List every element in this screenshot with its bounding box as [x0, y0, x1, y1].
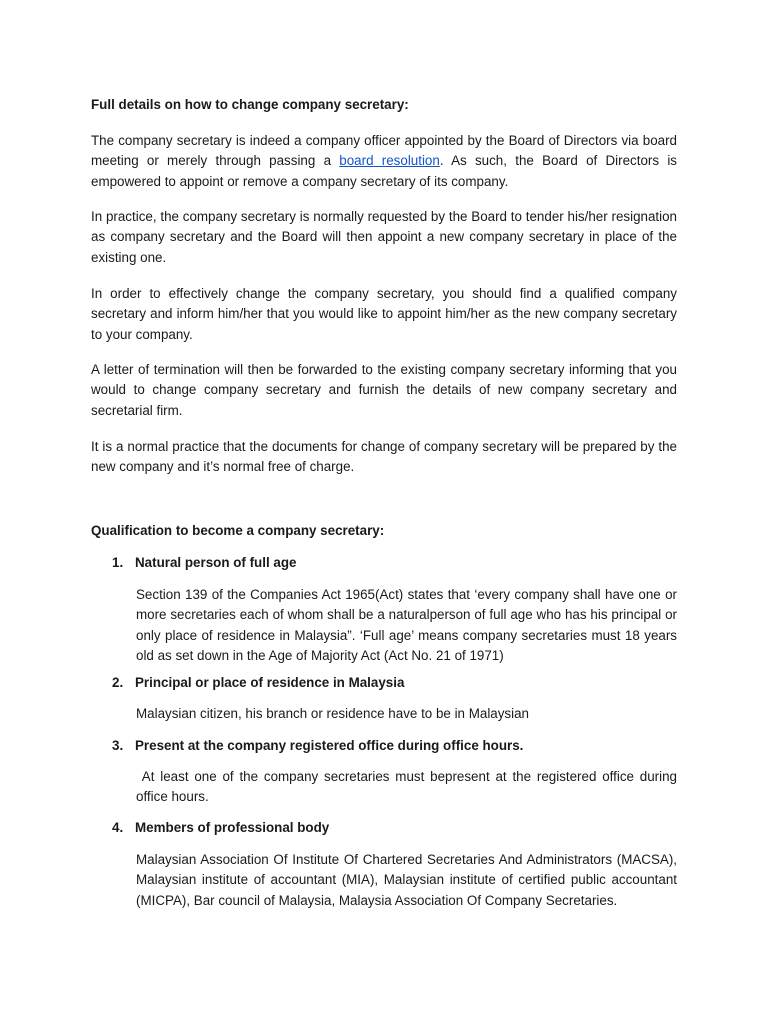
paragraph-change-process: In order to effectively change the company secretary, you should find a qualified company secretary and inform him/her that you would like to appoint him/her as the new company secretary to your company. [91, 286, 677, 342]
list-item-body: Malaysian citizen, his branch or residence have to be in Malaysian [136, 706, 529, 721]
paragraph-intro [91, 131, 677, 192]
paragraph-normal-practice: It is a normal practice that the documents for change of company secretary will be prepared by the new company and it’s normal free of charge. [91, 439, 677, 475]
list-item-number: 4. [112, 820, 124, 835]
list-item-number: 3. [112, 738, 124, 753]
list-item-title [112, 818, 682, 838]
list-item-number: 1. [112, 555, 124, 570]
paragraph-intro-text-end: . As such, the Board of Directors is empowered to appoint or remove a company secretary of its company. [91, 153, 677, 189]
list-item-title [112, 736, 682, 756]
list-item-title [112, 673, 682, 693]
list-item-body: Malaysian Association Of Institute Of Chartered Secretaries And Administrators (MACSA), Malaysian institute of accountant (MIA), Malaysian institute of certified public accountant (MICPA), Bar council of Malaysia, Malaysia Association Of Company Secretaries. [136, 852, 677, 908]
paragraph-intro-text: The company secretary is indeed a company officer appointed by the Board of Directors via board meeting or merely through passing a [91, 133, 677, 169]
paragraph-termination-letter: A letter of termination will then be forwarded to the existing company secretary informing that you would to change company secretary and furnish the details of new company secretary and secretarial firm. [91, 362, 677, 418]
list-item-title-text: Natural person of full age [135, 555, 297, 570]
list-item-title-text: Principal or place of residence in Malaysia [135, 675, 405, 690]
list-item-title-text: Members of professional body [135, 820, 330, 835]
list-item-title-text: Present at the company registered office during office hours. [135, 738, 524, 753]
board-resolution-link[interactable]: board resolution [339, 153, 440, 169]
section-heading-change-secretary: Full details on how to change company secretary: [91, 97, 409, 112]
list-item-body: Section 139 of the Companies Act 1965(Act) states that ‘every company shall have one or more secretaries each of whom shall be a naturalperson of full age who has his principal or only place of residence in Malaysia”. ‘Full age’ means company secretaries must 18 years old as set down in the Age of Majority Act (Act No. 21 of 1971) [136, 587, 677, 664]
list-item-body: At least one of the company secretaries must bepresent at the registered office during office hours. [136, 769, 677, 805]
section-heading-qualification: Qualification to become a company secretary: [91, 523, 385, 538]
list-item-title [112, 553, 682, 573]
list-item-number: 2. [112, 675, 124, 690]
paragraph-practice: In practice, the company secretary is normally requested by the Board to tender his/her resignation as company secretary and the Board will then appoint a new company secretary in place of the existing one. [91, 209, 677, 265]
